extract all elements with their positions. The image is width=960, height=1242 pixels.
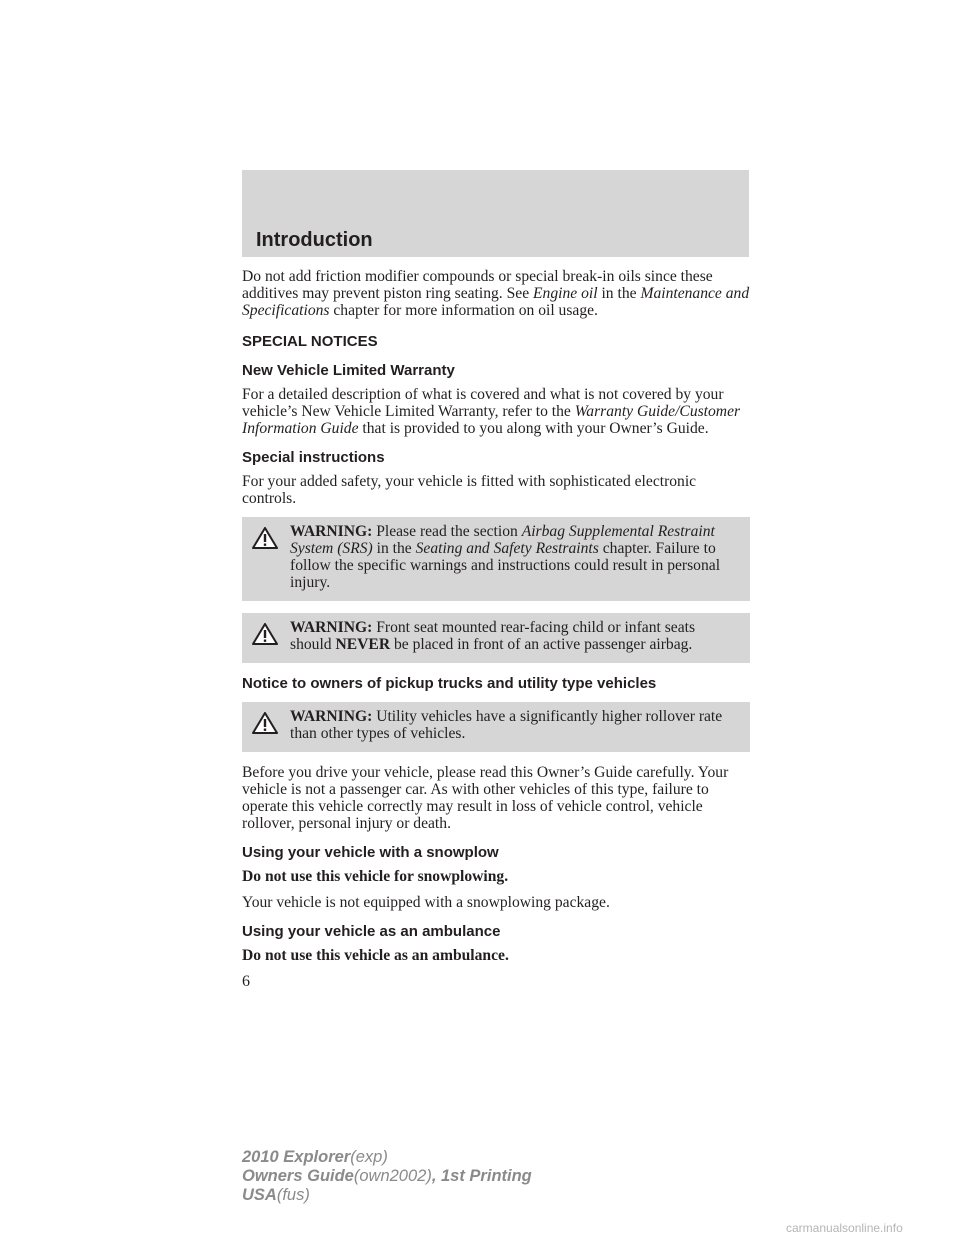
warning2-text-b: be placed in front of an active passenger airbag. [390, 636, 693, 653]
warranty-text-b: that is provided to you along with your Owner’s Guide. [358, 420, 709, 437]
footer-market: USA [242, 1186, 277, 1204]
footer-printing: , 1st Printing [431, 1167, 532, 1185]
pickup-heading: Notice to owners of pickup trucks and utility type vehicles [242, 675, 657, 692]
warranty-guide-ref: Warranty Guide/Customer Information Guide [242, 403, 741, 437]
warranty-text-a: For a detailed description of what is covered and what is not covered by your vehicle’s New Vehicle Limited Warranty, refer to the [242, 386, 724, 420]
warning-label: WARNING: [290, 619, 373, 636]
ambulance-heading: Using your vehicle as an ambulance [242, 923, 501, 940]
watermark: carmanualsonline.info [786, 1221, 903, 1235]
seating-safety-ref: Seating and Safety Restraints [415, 540, 599, 557]
special-notices-heading: SPECIAL NOTICES [242, 333, 378, 350]
intro-text-a: Do not add friction modifier compounds or special break-in oils since these additives may prevent piston ring seating. See [242, 268, 713, 302]
ambulance-bold: Do not use this vehicle as an ambulance. [242, 947, 509, 964]
intro-text-b: in the [597, 285, 641, 302]
page-content [242, 268, 750, 964]
warning-text-child-seat [290, 619, 695, 653]
maintenance-ref: Maintenance and Specifications [242, 285, 750, 319]
engine-oil-ref: Engine oil [533, 285, 598, 302]
footer-line-3 [242, 1186, 532, 1205]
warning1-text-b: in the [372, 540, 416, 557]
footer-guide-code: (own2002) [353, 1167, 432, 1185]
warning-triangle-icon [252, 712, 278, 734]
warning-box-rollover [242, 702, 750, 752]
warning-text-rollover [290, 708, 722, 742]
footer-model: 2010 Explorer [242, 1148, 351, 1166]
intro-paragraph [242, 268, 750, 319]
warning-triangle-icon [252, 623, 278, 645]
warning1-text-a: Please read the section [372, 523, 522, 540]
footer-line-1 [242, 1148, 532, 1167]
footer-model-code: (exp) [350, 1148, 388, 1166]
warning-box-airbag [242, 517, 750, 601]
page-title: Introduction [256, 229, 373, 251]
snowplow-text: Your vehicle is not equipped with a snowplowing package. [242, 894, 610, 911]
warning-box-child-seat [242, 613, 750, 663]
special-instructions-heading: Special instructions [242, 449, 385, 466]
airbag-srs-ref: Airbag Supplemental Restraint System (SRS) [290, 523, 715, 557]
footer-line-2 [242, 1167, 532, 1186]
warning2-text-a: Front seat mounted rear-facing child or infant seats should [290, 619, 696, 653]
snowplow-heading: Using your vehicle with a snowplow [242, 844, 499, 861]
intro-text-c: chapter for more information on oil usage. [329, 302, 598, 319]
rollover-text: Utility vehicles have a significantly higher rollover rate than other types of vehicles. [290, 708, 723, 742]
warning1-text-c: chapter. Failure to follow the specific warnings and instructions could result in personal injury. [290, 540, 721, 591]
footer-market-code: (fus) [276, 1186, 310, 1204]
page-number: 6 [242, 973, 250, 990]
footer-guide: Owners Guide [242, 1167, 354, 1185]
special-instructions-text: For your added safety, your vehicle is fitted with sophisticated electronic controls. [242, 473, 697, 507]
pickup-body: Before you drive your vehicle, please read this Owner’s Guide carefully. Your vehicle is not a passenger car. As with other vehicles of this type, failure to operate this vehicle correctly may result in loss of vehicle control, vehicle rollover, personal injury or death. [242, 764, 729, 832]
warranty-paragraph [242, 386, 750, 437]
warranty-heading: New Vehicle Limited Warranty [242, 362, 455, 379]
warning-label: WARNING: [290, 708, 373, 725]
warning-label: WARNING: [290, 523, 373, 540]
never-emphasis: NEVER [335, 636, 391, 653]
warning-text-airbag [290, 523, 720, 591]
snowplow-bold: Do not use this vehicle for snowplowing. [242, 868, 509, 885]
document-footer [242, 1148, 532, 1205]
warning-triangle-icon [252, 527, 278, 549]
